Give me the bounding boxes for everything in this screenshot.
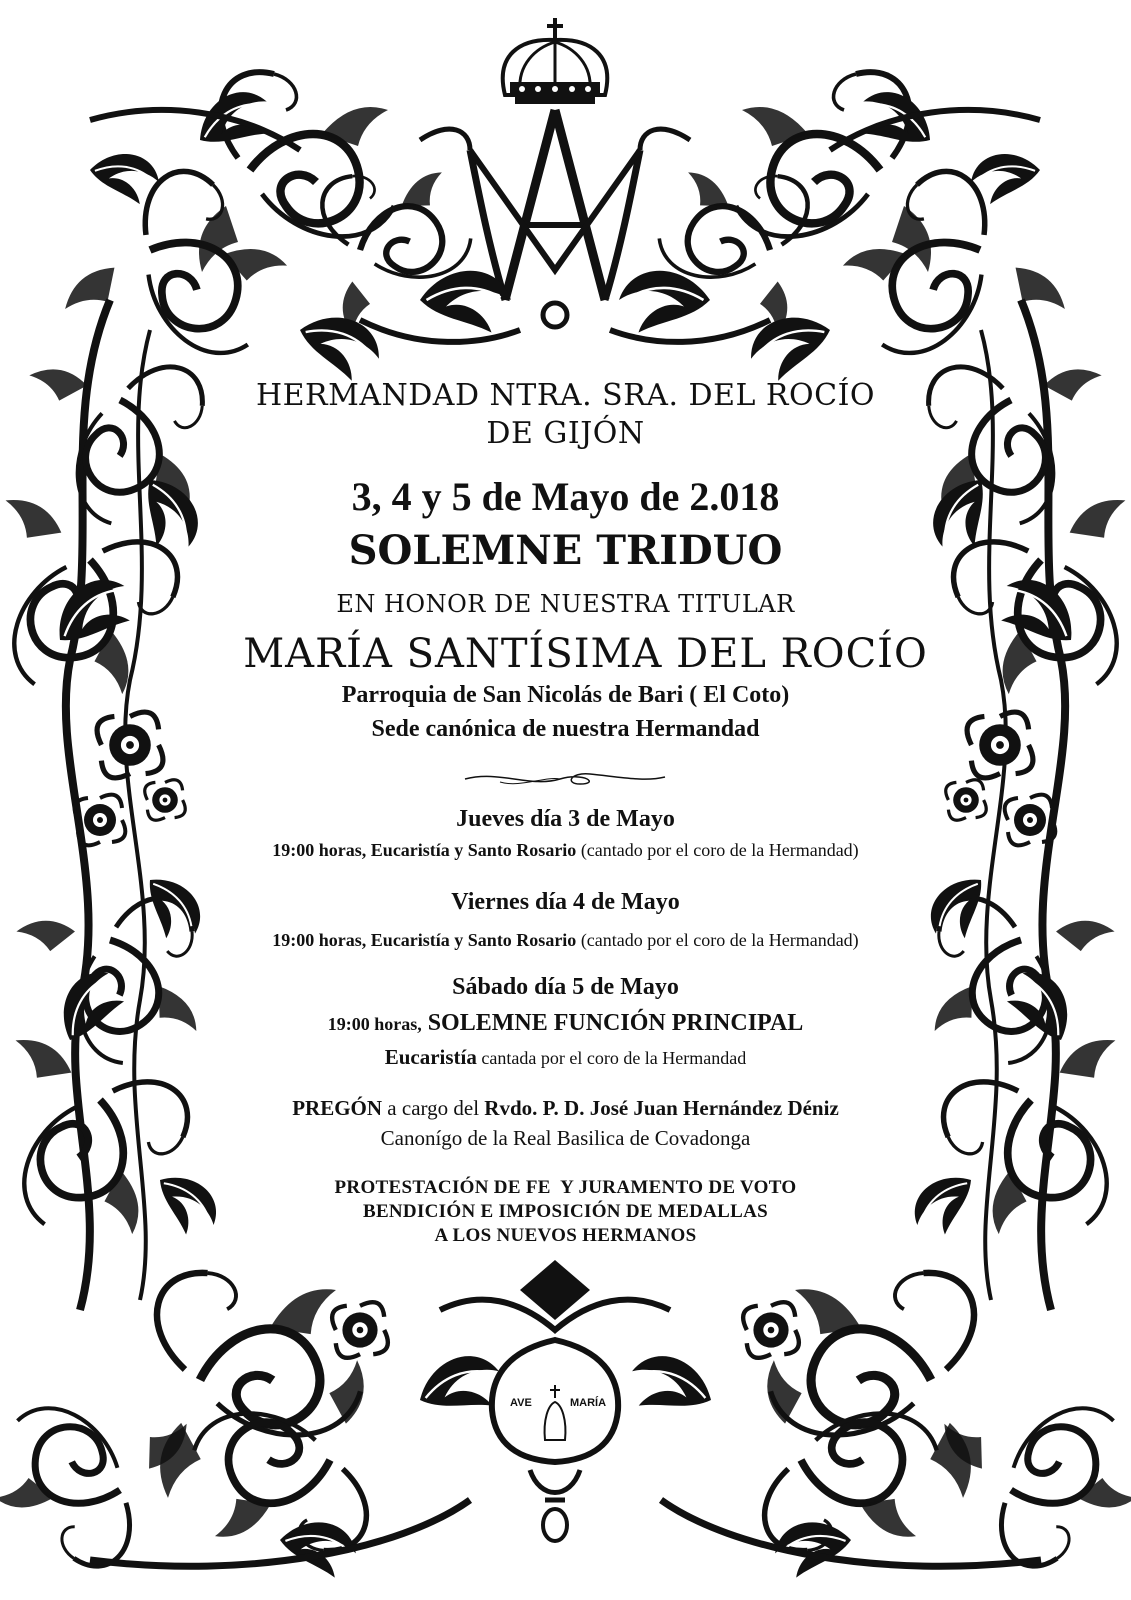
day-1-rites: Eucaristía y Santo Rosario (370, 840, 577, 860)
canonical-seat: Sede canónica de nuestra Hermandad (371, 716, 760, 742)
day-2-note: (cantado por el coro de la Hermandad) (580, 930, 859, 950)
seal-label-ave: AVE (510, 1397, 532, 1409)
closing-line-3: A LOS NUEVOS HERMANOS (434, 1225, 697, 1246)
day-2-schedule (0, 930, 1131, 951)
pregon-speaker: Rvdo. P. D. José Juan Hernández Déniz (484, 1096, 839, 1120)
day-3-rites: SOLEMNE FUNCIÓN PRINCIPAL (427, 1010, 804, 1036)
day-2-time: 19:00 horas, (272, 930, 367, 950)
day-1-time: 19:00 horas, (272, 840, 367, 860)
parish-name: Parroquia de San Nicolás de Bari ( El Coto) (341, 682, 790, 708)
event-dates: 3, 4 y 5 de Mayo de 2.018 (351, 474, 780, 519)
day-3-time: 19:00 horas, (327, 1014, 422, 1034)
flourish-divider (460, 768, 670, 790)
left-ornament (0, 300, 228, 1310)
day-3-schedule (0, 1010, 1131, 1037)
brotherhood-name: HERMANDAD NTRA. SRA. DEL ROCÍO (255, 378, 876, 413)
titular-name: MARÍA SANTÍSIMA DEL ROCÍO (243, 631, 928, 677)
seal-label-maria: MARÍA (570, 1397, 607, 1409)
ave-maria-seal (492, 1340, 618, 1541)
speaker-role: Canonígo de la Real Basilica de Covadonga (380, 1126, 751, 1150)
brotherhood-city: DE GIJÓN (486, 416, 645, 451)
crown-icon (503, 18, 607, 104)
event-title: SOLEMNE TRIDUO (348, 527, 783, 574)
pregon-label: PREGÓN (292, 1096, 383, 1120)
day-3-rites-2: Eucaristía (384, 1045, 477, 1069)
day-3-note: cantada por el coro de la Hermandad (481, 1048, 747, 1068)
pregon-line (0, 1096, 1131, 1121)
honor-line: EN HONOR DE NUESTRA TITULAR (336, 590, 795, 618)
day-1-schedule (0, 840, 1131, 861)
day-3-schedule-detail (0, 1045, 1131, 1070)
day-2-rites: Eucaristía y Santo Rosario (370, 930, 577, 950)
day-2-heading: Viernes día 4 de Mayo (451, 889, 680, 915)
closing-line-1: PROTESTACIÓN DE FE Y JURAMENTO DE VOTO (334, 1177, 797, 1198)
top-ornament (63, 72, 1067, 397)
day-1-note: (cantado por el coro de la Hermandad) (580, 840, 859, 860)
pregon-middle: a cargo del (387, 1096, 480, 1120)
closing-line-2: BENDICIÓN E IMPOSICIÓN DE MEDALLAS (362, 1201, 769, 1222)
day-1-heading: Jueves día 3 de Mayo (456, 806, 675, 832)
day-3-heading: Sábado día 5 de Mayo (452, 974, 679, 1000)
right-ornament (903, 300, 1131, 1310)
